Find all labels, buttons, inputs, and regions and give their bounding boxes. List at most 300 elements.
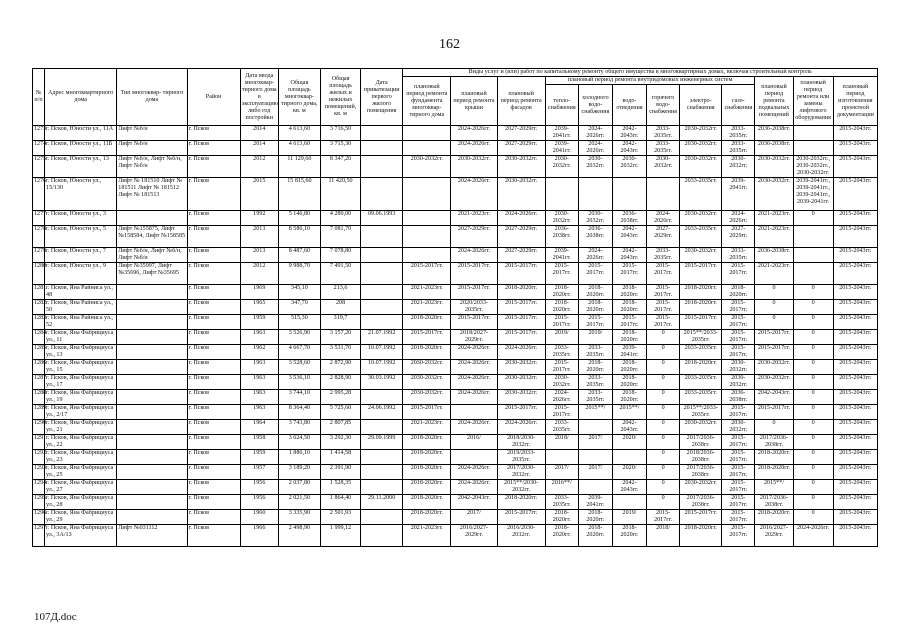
cell-type — [117, 465, 187, 480]
cell-address: г. Псков, Яна Фабрициуса ул., 15 — [45, 360, 117, 375]
cell-total-area: 3 744,10 — [278, 390, 320, 405]
cell-sewer: 2036-2038гг. — [612, 211, 646, 226]
table-row — [33, 420, 878, 435]
cell-elevator — [793, 263, 833, 285]
cell-total-area: 8 487,60 — [278, 248, 320, 263]
cell-district: г. Псков — [187, 525, 240, 547]
cell-gas: 2015-2017гг. — [722, 263, 755, 285]
cell-sewer: 2039-2041гг. — [612, 345, 646, 360]
cell-roof: 2027-2029гг. — [451, 226, 497, 248]
cell-district: г. Псков — [187, 375, 240, 390]
cell-hot: 2030-2032гг. — [647, 156, 680, 178]
cell-total-area: 2 037,80 — [278, 480, 320, 495]
cell-gas: 2015-2017гг. — [722, 480, 755, 495]
cell-foundation — [403, 211, 451, 226]
cell-privat-date — [361, 390, 403, 405]
cell-heat: 2019/ — [545, 330, 578, 345]
cell-address: г. Псков, Яна Фабрициуса ул., 11 — [45, 330, 117, 345]
cell-cold: 2024-2026гг. — [578, 126, 612, 141]
cell-living-area: 3 531,70 — [320, 345, 360, 360]
cell-address: г. Псков, Юности ул., 11А — [45, 126, 117, 141]
cell-facade: 2015-2017гг. — [497, 300, 545, 315]
cell-privat-date — [361, 156, 403, 178]
cell-electric: 2018-2020гг. — [680, 300, 722, 315]
cell-heat: 2015-2017гг. — [545, 360, 578, 375]
cell-foundation: 2021-2023гг. — [403, 420, 451, 435]
engineering-title-header: плановый период ремонта внутридомовых инженерных систем — [545, 77, 755, 85]
table-row — [33, 525, 878, 547]
cell-hot: 0 — [647, 420, 680, 435]
cell-gas: 2030-2032гг. — [722, 156, 755, 178]
cell-privat-date: 29.09.1999 — [361, 435, 403, 450]
cell-facade: 2018-2020гг. — [497, 285, 545, 300]
cell-address: г. Псков, Яна Фабрициуса ул., 27 — [45, 480, 117, 495]
cell-docs: 2015-2043гг. — [833, 263, 877, 285]
cell-electric: 2018-2020гг. — [680, 525, 722, 547]
cell-cold — [578, 450, 612, 465]
cell-roof: 2024-2026гг. — [451, 126, 497, 141]
cell-year: 1969 — [240, 285, 278, 300]
col-basement-header: плановый период ремонта подвальных помещений — [755, 77, 793, 126]
cell-docs: 2015-2043гг. — [833, 300, 877, 315]
cell-district: г. Псков — [187, 345, 240, 360]
table-row — [33, 141, 878, 156]
cell-facade: 2016/2030-2032гг. — [497, 525, 545, 547]
cell-elevator: 2024-2026гг. — [793, 525, 833, 547]
table-row — [33, 126, 878, 141]
table-row — [33, 390, 878, 405]
cell-gas: 2015-2017гг. — [722, 405, 755, 420]
cell-electric: 2030-2032гг. — [680, 211, 722, 226]
cell-elevator: 0 — [793, 360, 833, 375]
cell-roof: 2015-2017гг. — [451, 263, 497, 285]
cell-year: 1957 — [240, 465, 278, 480]
cell-heat — [545, 178, 578, 211]
cell-facade: 2019/2033-2035гг. — [497, 450, 545, 465]
cell-living-area: 8 347,20 — [320, 156, 360, 178]
cell-hot: 0 — [647, 480, 680, 495]
cell-hot: 0 — [647, 405, 680, 420]
cell-year: 1960 — [240, 510, 278, 525]
cell-roof: 2024-2026гг. — [451, 141, 497, 156]
cell-living-area: 213,6 — [320, 285, 360, 300]
cell-total-area: 3 335,90 — [278, 510, 320, 525]
table-row — [33, 375, 878, 390]
cell-address: г. Псков, Юности ул., 15/130 — [45, 178, 117, 211]
cell-docs: 2015-2043гг. — [833, 330, 877, 345]
cell-elevator — [793, 126, 833, 141]
cell-foundation: 2018-2020гг. — [403, 480, 451, 495]
cell-docs: 2015-2043гг. — [833, 390, 877, 405]
table-row — [33, 345, 878, 360]
cell-basement: 2036-2038гг. — [755, 248, 793, 263]
cell-district: г. Псков — [187, 300, 240, 315]
col-living-area-header: Общая площадь жилых и нежилых помещений, кв. м — [320, 69, 360, 126]
cell-hot: 0 — [647, 450, 680, 465]
cell-facade: 2018-2020гг. — [497, 495, 545, 510]
cell-cold: 2015-2017гг. — [578, 315, 612, 330]
cell-electric: 2017/2036-2038гг. — [680, 435, 722, 450]
cell-heat: 2015-2017гг. — [545, 263, 578, 285]
cell-type: Лифт №б/н — [117, 126, 187, 141]
cell-facade: 2017/2030-2032гг. — [497, 465, 545, 480]
cell-type — [117, 435, 187, 450]
cell-roof: 2030-2032гг. — [451, 156, 497, 178]
cell-no: 1286 — [33, 360, 45, 375]
cell-roof: 2024-2026гг. — [451, 345, 497, 360]
cell-elevator: 0 — [793, 450, 833, 465]
cell-cold: 2019/ — [578, 330, 612, 345]
table-row — [33, 226, 878, 248]
cell-living-area: 2 501,93 — [320, 510, 360, 525]
cell-total-area: 15 815,60 — [278, 178, 320, 211]
cell-total-area: 9 988,70 — [278, 263, 320, 285]
cell-cold — [578, 480, 612, 495]
cell-cold: 2039-2041гг. — [578, 495, 612, 510]
col-cold-water-header: холодного водо- снабжения — [578, 85, 612, 126]
cell-living-area: 3 157,20 — [320, 330, 360, 345]
cell-cold: 2017/ — [578, 435, 612, 450]
cell-electric: 2030-2032гг. — [680, 248, 722, 263]
cell-cold: 2015**/ — [578, 405, 612, 420]
cell-elevator: 0 — [793, 315, 833, 330]
cell-total-area: 1 886,10 — [278, 450, 320, 465]
cell-hot: 2033-2035гг. — [647, 141, 680, 156]
cell-living-area: 1 864,40 — [320, 495, 360, 510]
cell-gas: 2015-2017гг. — [722, 450, 755, 465]
cell-living-area: 208 — [320, 300, 360, 315]
cell-electric: 2033-2035гг. — [680, 178, 722, 211]
cell-living-area: 2 828,90 — [320, 375, 360, 390]
cell-sewer: 2042-2043гг. — [612, 420, 646, 435]
cell-docs: 2015-2043гг. — [833, 345, 877, 360]
cell-year: 2013 — [240, 248, 278, 263]
cell-district: г. Псков — [187, 330, 240, 345]
cell-no: 1287 — [33, 375, 45, 390]
cell-total-area: 4 613,60 — [278, 141, 320, 156]
cell-facade: 2024-2026гг. — [497, 211, 545, 226]
cell-sewer — [612, 495, 646, 510]
cell-basement: 2042-2043гг. — [755, 390, 793, 405]
cell-address: г. Псков, Яна Фабрициуса ул., 23 — [45, 450, 117, 465]
cell-sewer: 2042-2043гг. — [612, 226, 646, 248]
cell-gas: 2030-2032гг. — [722, 375, 755, 390]
cell-type: Лифт № 181510 Лифт № 181511 Лифт № 181512 Лифт № 181513 — [117, 178, 187, 211]
cell-docs: 2015-2043гг. — [833, 285, 877, 300]
cell-address: г. Псков, Юности ул., 13 — [45, 156, 117, 178]
cell-roof: 2042-2043гг. — [451, 495, 497, 510]
cell-address: г. Псков, Яна Фабрициуса ул., 22 — [45, 435, 117, 450]
cell-electric: 2030-2032гг. — [680, 141, 722, 156]
cell-year: 1959 — [240, 450, 278, 465]
cell-year: 1963 — [240, 405, 278, 420]
works-title-header: Виды услуг и (или) работ по капитальному ремонту общего имущества в многоквартирных домах, включая строительный контроль — [403, 69, 878, 77]
cell-no: 1289 — [33, 405, 45, 420]
cell-sewer: 2042-2043гг. — [612, 248, 646, 263]
cell-electric: 2033-2035гг. — [680, 375, 722, 390]
cell-no: 1283 — [33, 315, 45, 330]
cell-sewer: 2018-2020гг. — [612, 330, 646, 345]
col-docs-header: плановый период изготовления проектной документации — [833, 77, 877, 126]
cell-elevator: 0 — [793, 390, 833, 405]
cell-address: г. Псков, Юности ул., 5 — [45, 226, 117, 248]
cell-elevator: 0 — [793, 495, 833, 510]
cell-privat-date — [361, 126, 403, 141]
cell-gas: 2015-2017гг. — [722, 525, 755, 547]
cell-elevator — [793, 226, 833, 248]
cell-heat: 2033-2035гг. — [545, 495, 578, 510]
cell-foundation: 2021-2023гг. — [403, 285, 451, 300]
cell-type: Лифт №155875, Лифт №158584, Лифт №158585 — [117, 226, 187, 248]
cell-total-area: 3 743,80 — [278, 420, 320, 435]
cell-year: 1956 — [240, 480, 278, 495]
cell-no: 1274 — [33, 141, 45, 156]
cell-privat-date — [361, 510, 403, 525]
cell-district: г. Псков — [187, 248, 240, 263]
cell-roof: 2024-2026гг. — [451, 248, 497, 263]
col-sewer-header: водо- отведения — [612, 85, 646, 126]
cell-type: Лифт №б/н — [117, 141, 187, 156]
cell-heat: 2030-2032гг. — [545, 375, 578, 390]
cell-facade: 2027-2029гг. — [497, 126, 545, 141]
cell-facade: 2030-2032гг. — [497, 375, 545, 390]
cell-privat-date: 24.06.1992 — [361, 405, 403, 420]
cell-year: 2013 — [240, 226, 278, 248]
cell-basement: 2015-2017гг. — [755, 330, 793, 345]
cell-type: Лифт №031112 — [117, 525, 187, 547]
cell-living-area: 4 289,00 — [320, 211, 360, 226]
cell-year: 1992 — [240, 211, 278, 226]
cell-heat: 2039-2041гг. — [545, 248, 578, 263]
cell-electric: 2017/2036-2038гг. — [680, 495, 722, 510]
cell-total-area: 347,70 — [278, 300, 320, 315]
cell-total-area: 4 613,60 — [278, 126, 320, 141]
cell-year: 2014 — [240, 126, 278, 141]
cell-sewer: 2018-2020гг. — [612, 300, 646, 315]
cell-no: 1290 — [33, 420, 45, 435]
cell-type: Лифт №б/н, Лифт №б/н, Лифт №б/н — [117, 248, 187, 263]
cell-no: 1281 — [33, 285, 45, 300]
cell-cold: 2036-2038гг. — [578, 226, 612, 248]
cell-year: 1958 — [240, 435, 278, 450]
cell-privat-date — [361, 141, 403, 156]
cell-docs: 2015-2043гг. — [833, 405, 877, 420]
cell-foundation: 2018-2020гг. — [403, 465, 451, 480]
cell-elevator: 0 — [793, 345, 833, 360]
table-row — [33, 450, 878, 465]
cell-total-area: 3 536,10 — [278, 375, 320, 390]
cell-heat: 2015-2017гг. — [545, 405, 578, 420]
cell-foundation: 2021-2023гг. — [403, 300, 451, 315]
cell-electric: 2033-2035гг. — [680, 226, 722, 248]
cell-district: г. Псков — [187, 405, 240, 420]
cell-type — [117, 375, 187, 390]
cell-living-area: 1 414,58 — [320, 450, 360, 465]
cell-total-area: 3 528,60 — [278, 360, 320, 375]
cell-roof: 2016/2027-2029гг. — [451, 525, 497, 547]
cell-district: г. Псков — [187, 390, 240, 405]
cell-gas: 2015-2017гг. — [722, 300, 755, 315]
cell-no: 1275 — [33, 156, 45, 178]
cell-hot: 0 — [647, 435, 680, 450]
cell-year: 1959 — [240, 315, 278, 330]
cell-cold: 2015-2017гг. — [578, 263, 612, 285]
cell-cold: 2018-2020гг. — [578, 285, 612, 300]
cell-cold: 2018-2020гг. — [578, 510, 612, 525]
cell-sewer: 2042-2043гг. — [612, 126, 646, 141]
cell-elevator: 0 — [793, 420, 833, 435]
page-number: 162 — [439, 37, 460, 52]
cell-district: г. Псков — [187, 226, 240, 248]
cell-address: г. Псков, Яна Райниса ул., 52 — [45, 315, 117, 330]
cell-sewer: 2019/ — [612, 510, 646, 525]
cell-electric: 2018/2036-2038гг. — [680, 450, 722, 465]
cell-roof: 2024-2026гг. — [451, 390, 497, 405]
cell-total-area: 3 624,50 — [278, 435, 320, 450]
cell-type — [117, 390, 187, 405]
cell-district: г. Псков — [187, 480, 240, 495]
cell-privat-date: 29.11.2000 — [361, 495, 403, 510]
cell-gas: 2027-2029гг. — [722, 226, 755, 248]
cell-address: г. Псков, Яна Фабрициуса ул., 2/17 — [45, 405, 117, 420]
cell-facade: 2015-2017гг. — [497, 315, 545, 330]
cell-no: 1292 — [33, 450, 45, 465]
col-no-header: № п/п — [33, 69, 45, 126]
cell-docs: 2015-2043гг. — [833, 450, 877, 465]
cell-total-area: 515,30 — [278, 315, 320, 330]
cell-roof: 2018/2027-2029гг. — [451, 330, 497, 345]
cell-basement: 2021-2023гг. — [755, 263, 793, 285]
cell-no: 1285 — [33, 345, 45, 360]
cell-no: 1279 — [33, 248, 45, 263]
cell-total-area: 2 021,50 — [278, 495, 320, 510]
cell-address: г. Псков, Яна Фабрициуса ул., 25 — [45, 465, 117, 480]
cell-electric: 2033-2035гг. — [680, 390, 722, 405]
cell-hot: 2015-2017гг. — [647, 510, 680, 525]
cell-no: 1278 — [33, 226, 45, 248]
cell-elevator: 0 — [793, 435, 833, 450]
cell-foundation: 2018-2020гг. — [403, 435, 451, 450]
col-heat-header: тепло- снабжения — [545, 85, 578, 126]
cell-year: 1956 — [240, 495, 278, 510]
col-district-header: Район — [187, 69, 240, 126]
cell-district: г. Псков — [187, 315, 240, 330]
cell-living-area: 5 725,60 — [320, 405, 360, 420]
cell-heat: 2018-2020гг. — [545, 510, 578, 525]
cell-cold: 2033-2035гг. — [578, 375, 612, 390]
cell-cold: 2018-2020гг. — [578, 525, 612, 547]
capital-repair-table — [32, 68, 878, 547]
cell-heat: 2039-2041гг. — [545, 141, 578, 156]
cell-type — [117, 360, 187, 375]
cell-foundation: 2015-2017гг. — [403, 263, 451, 285]
cell-sewer: 2020/ — [612, 435, 646, 450]
cell-year: 1965 — [240, 300, 278, 315]
table-row — [33, 248, 878, 263]
cell-elevator: 0 — [793, 480, 833, 495]
cell-hot: 2018/ — [647, 525, 680, 547]
cell-foundation — [403, 226, 451, 248]
cell-facade: 2015-2017гг. — [497, 405, 545, 420]
cell-roof — [451, 405, 497, 420]
cell-gas: 2030-2032гг. — [722, 420, 755, 435]
cell-heat: 2030-2032гг. — [545, 211, 578, 226]
cell-foundation: 2018-2020гг. — [403, 315, 451, 330]
cell-privat-date — [361, 263, 403, 285]
cell-no: 1295 — [33, 495, 45, 510]
cell-facade: 2015-2017гг. — [497, 510, 545, 525]
cell-cold: 2030-2032гг. — [578, 156, 612, 178]
cell-roof: 2024-2026гг. — [451, 465, 497, 480]
cell-total-area: 11 129,60 — [278, 156, 320, 178]
cell-facade: 2030-2032гг. — [497, 360, 545, 375]
cell-roof: 2024-2026гг. — [451, 375, 497, 390]
cell-total-area: 2 498,90 — [278, 525, 320, 547]
cell-hot: 0 — [647, 495, 680, 510]
cell-gas: 2015-2017гг. — [722, 495, 755, 510]
cell-no: 1277 — [33, 211, 45, 226]
cell-type — [117, 495, 187, 510]
cell-docs: 2015-2043гг. — [833, 360, 877, 375]
cell-roof — [451, 450, 497, 465]
cell-privat-date: 30.03.1992 — [361, 375, 403, 390]
cell-district: г. Псков — [187, 178, 240, 211]
cell-total-area: 4 667,70 — [278, 345, 320, 360]
col-gas-header: газо- снабжения — [722, 85, 755, 126]
cell-foundation — [403, 141, 451, 156]
cell-living-area: 7 081,70 — [320, 226, 360, 248]
cell-elevator: 0 — [793, 405, 833, 420]
cell-living-area: 3 715,30 — [320, 141, 360, 156]
cell-electric: 2015-2017гг. — [680, 510, 722, 525]
cell-hot: 2027-2029гг. — [647, 226, 680, 248]
cell-facade: 2030-2032гг. — [497, 178, 545, 211]
cell-gas: 2015-2017гг. — [722, 465, 755, 480]
cell-address: г. Псков, Яна Фабрициуса ул., 19 — [45, 390, 117, 405]
cell-type — [117, 450, 187, 465]
cell-docs: 2015-2043гг. — [833, 156, 877, 178]
cell-gas: 2033-2035гг. — [722, 126, 755, 141]
cell-cold — [578, 178, 612, 211]
cell-elevator: 0 — [793, 211, 833, 226]
cell-district: г. Псков — [187, 126, 240, 141]
cell-foundation: 2015-2017гг. — [403, 330, 451, 345]
table-row — [33, 360, 878, 375]
cell-year: 1963 — [240, 390, 278, 405]
cell-elevator — [793, 248, 833, 263]
cell-type: Лифт №35997, Лифт №35696, Лифт №35695 — [117, 263, 187, 285]
cell-heat: 2033-2035гг. — [545, 345, 578, 360]
cell-docs: 2015-2043гг. — [833, 211, 877, 226]
cell-electric: 2030-2032гг. — [680, 480, 722, 495]
cell-privat-date — [361, 178, 403, 211]
cell-docs: 2015-2043гг. — [833, 141, 877, 156]
cell-electric: 2015**/2033-2035гг. — [680, 330, 722, 345]
cell-docs: 2015-2043гг. — [833, 178, 877, 211]
col-electric-header: электро- снабжения — [680, 85, 722, 126]
cell-electric: 2015**/2033-2035гг. — [680, 405, 722, 420]
cell-foundation: 2030-2032гг. — [403, 390, 451, 405]
cell-privat-date: 21.07.1992 — [361, 330, 403, 345]
cell-basement: 0 — [755, 420, 793, 435]
cell-district: г. Псков — [187, 510, 240, 525]
cell-elevator: 2030-2032гг., 2030-2032гг., 2030-2032гг. — [793, 156, 833, 178]
table-row — [33, 330, 878, 345]
cell-foundation — [403, 248, 451, 263]
cell-gas: 2033-2035гг. — [722, 141, 755, 156]
cell-sewer: 2015-2017гг. — [612, 315, 646, 330]
cell-type — [117, 420, 187, 435]
